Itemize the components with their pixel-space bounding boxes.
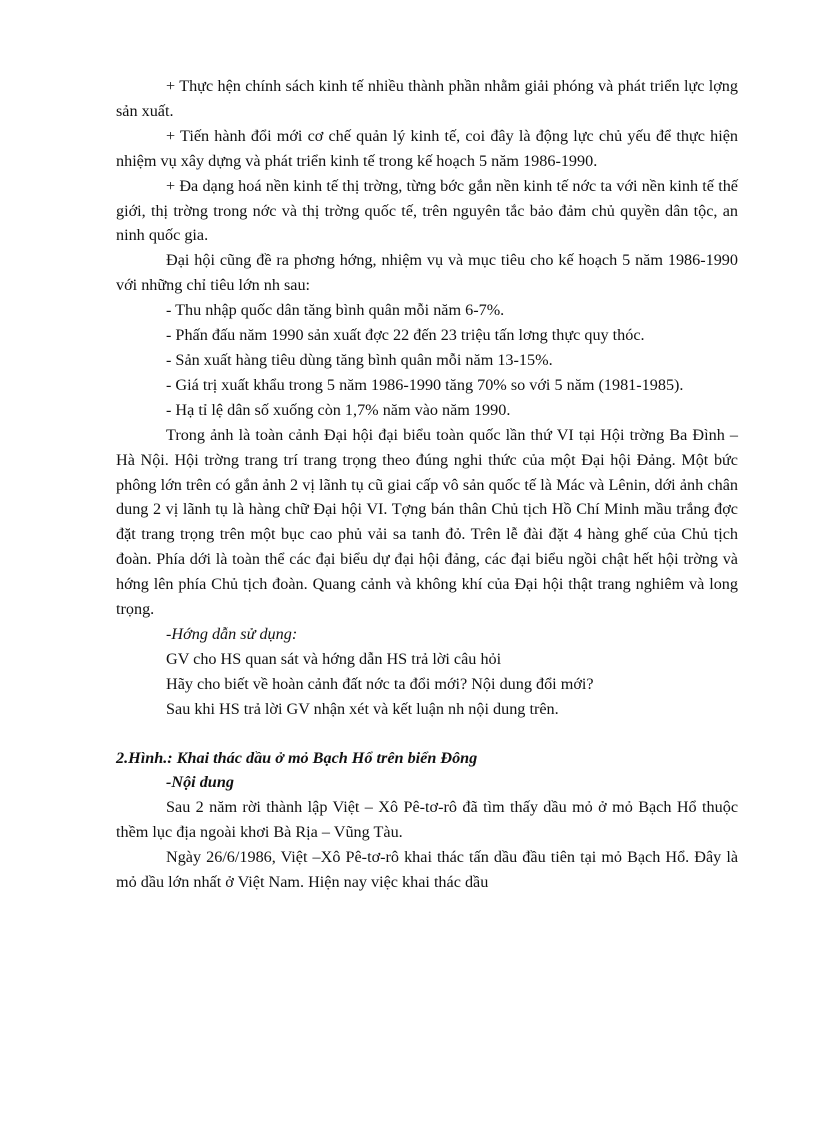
guide-line: Sau khi HS trả lời GV nhận xét và kết luận nh nội dung trên.	[166, 699, 559, 718]
document-page	[116, 74, 738, 895]
section-heading: 2.Hình.: Khai thác dầu ở mỏ Bạch Hổ trên biển Đông	[116, 748, 478, 767]
guide-line: Hãy cho biết về hoàn cảnh đất nớc ta đổi mới? Nội dung đổi mới?	[166, 674, 594, 693]
guide-label: -Hớng dẫn sử dụng:	[166, 624, 298, 643]
list-item: - Giá trị xuất khẩu trong 5 năm 1986-1990 tăng 70% so với 5 năm (1981-1985).	[166, 375, 684, 394]
list-item: - Sản xuất hàng tiêu dùng tăng bình quân mỗi năm 13-15%.	[166, 350, 553, 369]
paragraph: Ngày 26/6/1986, Việt –Xô Pê-tơ-rô khai thác tấn dầu đầu tiên tại mỏ Bạch Hổ. Đây là mỏ dầu lớn nhất ở Việt Nam. Hiện nay việc khai thác dầu	[116, 848, 738, 892]
paragraph: Trong ảnh là toàn cảnh Đại hội đại biểu toàn quốc lần thứ VI tại Hội trờng Ba Đình – Hà Nội. Hội trờng trang trí trang trọng theo đúng nghi thức của một Đại hội Đảng. Một bức phông lớn trên có gắn ảnh 2 vị lãnh tụ cũ giai cấp vô sản quốc tế là Mác và Lênin, dới ảnh chân dung 2 vị lãnh tụ là hàng chữ Đại hội VI. Tợng bán thân Chủ tịch Hồ Chí Minh mầu trắng đợc đặt trang trọng trên một bục cao phủ vải sa tanh đỏ. Trên lễ đài đặt 4 hàng ghế của Chủ tịch đoàn. Phía dới là toàn thể các đại biểu dự đại hội đảng, các đại biểu ngồi chật hết hội trờng và hớng lên phía Chủ tịch đoàn. Quang cảnh và không khí của Đại hội thật trang nghiêm và long trọng.	[116, 425, 738, 619]
list-item: - Hạ tỉ lệ dân số xuống còn 1,7% năm vào năm 1990.	[166, 400, 511, 419]
paragraph: + Tiến hành đổi mới cơ chế quản lý kinh tế, coi đây là động lực chủ yếu để thực hiện nhiệm vụ xây dựng và phát triển kinh tế trong kế hoạch 5 năm 1986-1990.	[116, 126, 738, 170]
paragraph: + Thực hện chính sách kinh tế nhiều thành phần nhằm giải phóng và phát triển lực lợng sản xuất.	[116, 77, 738, 120]
paragraph: + Đa dạng hoá nền kinh tế thị trờng, từng bớc gắn nền kinh tế nớc ta với nền kinh tế thế giới, thị trờng trong nớc và thị trờng quốc tế, trên nguyên tắc bảo đảm chủ quyền dân tộc, an ninh quốc gia.	[116, 176, 738, 245]
guide-line: GV cho HS quan sát và hớng dẫn HS trả lời câu hỏi	[166, 649, 502, 668]
list-item: - Thu nhập quốc dân tăng bình quân mỗi năm 6-7%.	[166, 301, 505, 320]
section-subheading: -Nội dung	[166, 773, 234, 792]
paragraph: Đại hội cũng đề ra phơng hớng, nhiệm vụ và mục tiêu cho kế hoạch 5 năm 1986-1990 với những chỉ tiêu lớn nh sau:	[116, 251, 738, 295]
list-item: - Phấn đấu năm 1990 sản xuất đợc 22 đến 23 triệu tấn lơng thực quy thóc.	[166, 326, 645, 345]
paragraph: Sau 2 năm rời thành lập Việt – Xô Pê-tơ-rô đã tìm thấy dầu mỏ ở mỏ Bạch Hổ thuộc thềm lục địa ngoài khơi Bà Rịa – Vũng Tàu.	[116, 798, 738, 842]
